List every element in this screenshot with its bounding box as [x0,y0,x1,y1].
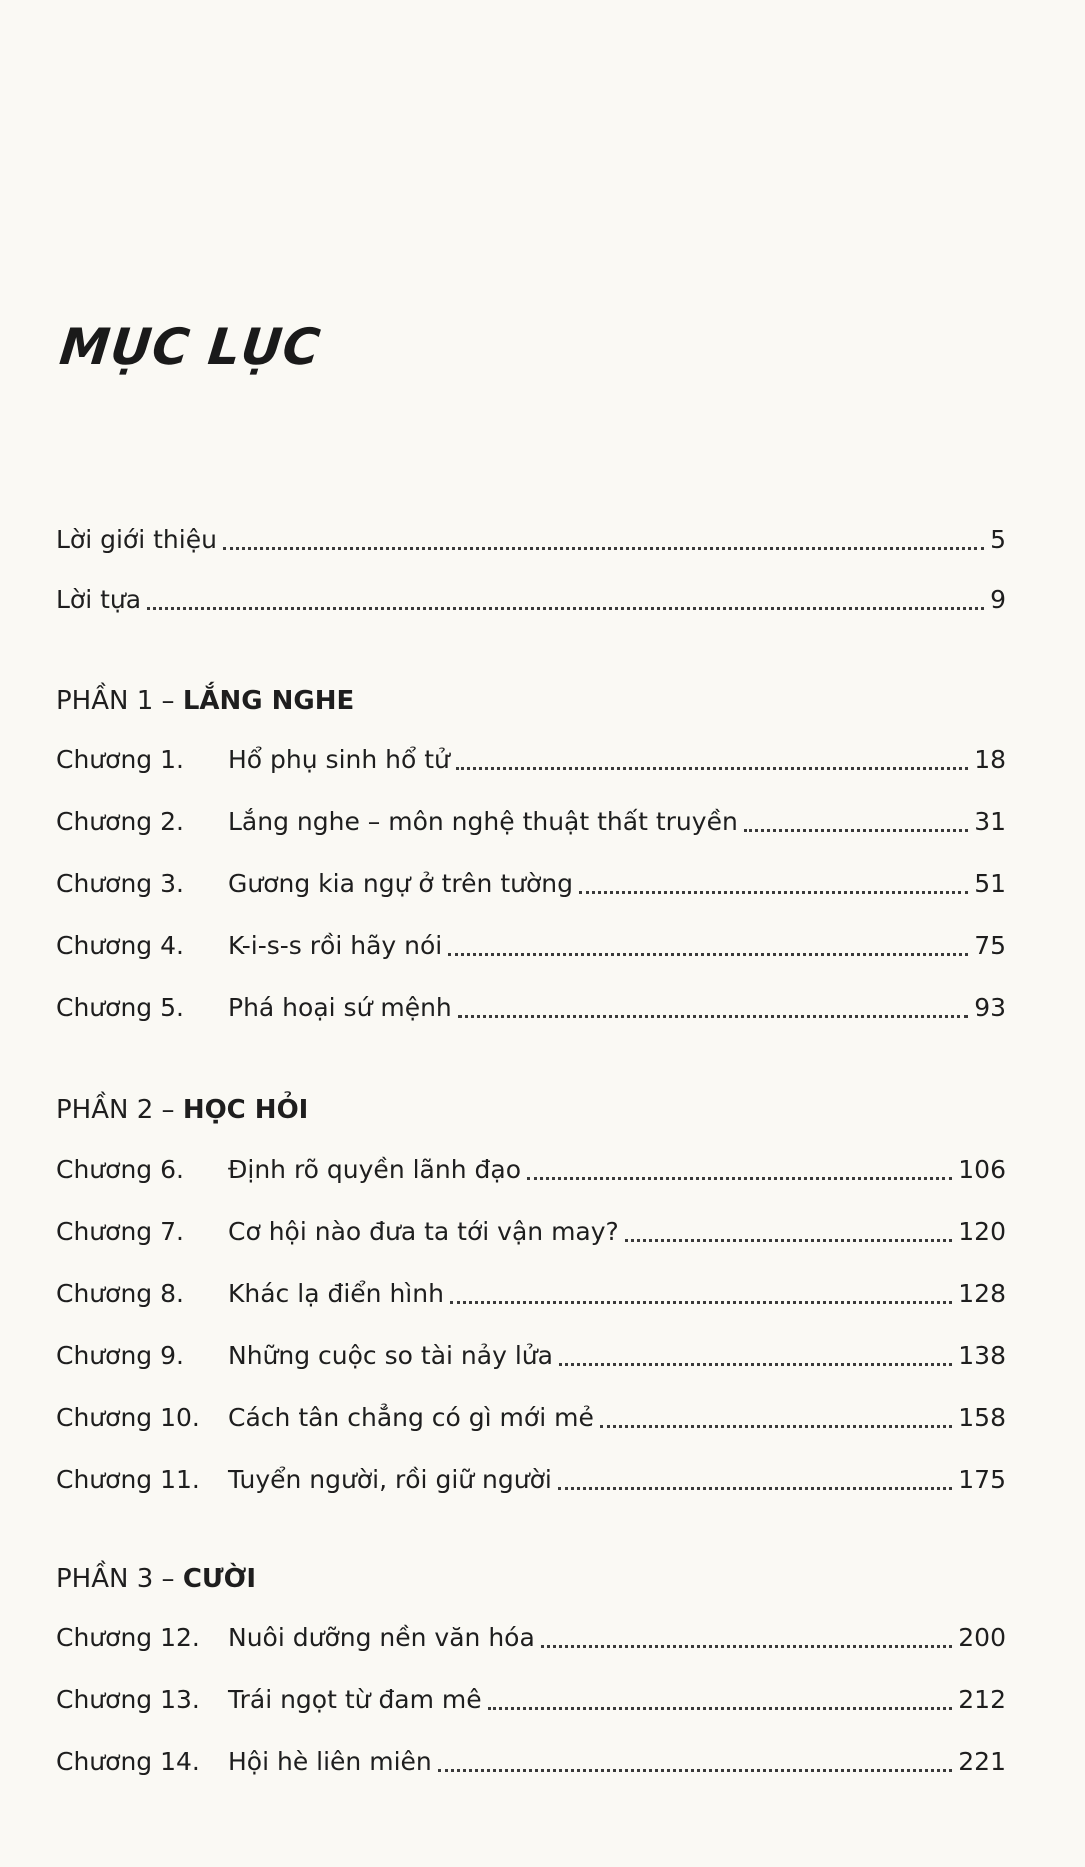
chapter-label: Chương 10. [56,1403,200,1432]
chapter-label: Chương 5. [56,993,184,1022]
page-number: 51 [974,869,1006,898]
dot-leader [448,953,968,956]
part-prefix: PHẦN 3 – [56,1564,183,1594]
chapter-title: Hổ phụ sinh hổ tử [228,745,450,774]
chapter-title: Cơ hội nào đưa ta tới vận may? [228,1217,619,1246]
chapter-title: Khác lạ điển hình [228,1279,444,1308]
dot-leader [625,1239,952,1242]
part-title: HỌC HỎI [182,1095,309,1125]
dot-leader [559,1363,952,1366]
part-heading-1 [56,681,354,721]
toc-entry-chapter-11[interactable] [56,1460,1006,1500]
dot-leader [488,1707,953,1710]
dot-leader [558,1487,952,1490]
part-heading-2 [56,1090,308,1130]
page-number: 5 [990,525,1006,554]
dot-leader [600,1425,952,1428]
part-title: LẮNG NGHE [182,686,355,716]
chapter-label: Chương 1. [56,745,184,774]
page-number: 200 [958,1623,1006,1652]
dot-leader [456,767,968,770]
page-number: 175 [958,1465,1006,1494]
page-number: 221 [958,1747,1006,1776]
toc-entry-chapter-8[interactable] [56,1274,1006,1314]
toc-entry-chapter-4[interactable] [56,926,1006,966]
chapter-label: Chương 13. [56,1685,200,1714]
dot-leader [223,547,984,550]
toc-entry-chapter-3[interactable] [56,864,1006,904]
chapter-title: Trái ngọt từ đam mê [228,1685,482,1714]
page-number: 93 [974,993,1006,1022]
chapter-label: Chương 7. [56,1217,184,1246]
dot-leader [450,1301,952,1304]
dot-leader [147,607,984,610]
chapter-title: Lắng nghe – môn nghệ thuật thất truyền [228,807,738,836]
chapter-title: Tuyển người, rồi giữ người [228,1465,552,1494]
toc-entry-chapter-7[interactable] [56,1212,1006,1252]
part-title: CƯỜI [182,1564,257,1594]
toc-entry-foreword[interactable] [56,520,1006,560]
toc-entry-preface[interactable] [56,580,1006,620]
toc-entry-chapter-12[interactable] [56,1618,1006,1658]
toc-entry-chapter-6[interactable] [56,1150,1006,1190]
dot-leader [458,1015,968,1018]
dot-leader [541,1645,952,1648]
entry-text: Lời tựa [56,585,142,614]
page-number: 106 [958,1155,1006,1184]
chapter-label: Chương 12. [56,1623,200,1652]
chapter-title: Nuôi dưỡng nền văn hóa [228,1623,535,1652]
page-number: 212 [958,1685,1006,1714]
chapter-label: Chương 4. [56,931,184,960]
toc-entry-chapter-13[interactable] [56,1680,1006,1720]
chapter-label: Chương 6. [56,1155,184,1184]
chapter-title: Gương kia ngự ở trên tường [228,869,573,898]
part-prefix: PHẦN 2 – [56,1095,183,1125]
chapter-title: K-i-s-s rồi hãy nói [228,931,443,960]
toc-entry-chapter-14[interactable] [56,1742,1006,1782]
toc-entry-chapter-2[interactable] [56,802,1006,842]
toc-entry-chapter-9[interactable] [56,1336,1006,1376]
dot-leader [438,1769,953,1772]
dot-leader [579,891,968,894]
dot-leader [744,829,968,832]
chapter-label: Chương 3. [56,869,184,898]
chapter-title: Phá hoại sứ mệnh [228,993,452,1022]
page-number: 128 [958,1279,1006,1308]
chapter-label: Chương 14. [56,1747,200,1776]
chapter-label: Chương 9. [56,1341,184,1370]
chapter-label: Chương 2. [56,807,184,836]
page-number: 120 [958,1217,1006,1246]
dot-leader [527,1177,952,1180]
page-number: 18 [974,745,1006,774]
part-heading-3 [56,1559,256,1599]
entry-text: Lời giới thiệu [56,525,217,554]
page-number: 138 [958,1341,1006,1370]
part-prefix: PHẦN 1 – [56,686,183,716]
chapter-label: Chương 11. [56,1465,200,1494]
page-number: 158 [958,1403,1006,1432]
chapter-label: Chương 8. [56,1279,184,1308]
chapter-title: Định rõ quyền lãnh đạo [228,1155,521,1184]
toc-entry-chapter-1[interactable] [56,740,1006,780]
page-number: 75 [974,931,1006,960]
page-title: MỤC LỤC [56,318,324,376]
page-number: 9 [990,585,1006,614]
toc-entry-chapter-5[interactable] [56,988,1006,1028]
chapter-title: Hội hè liên miên [228,1747,432,1776]
chapter-title: Những cuộc so tài nảy lửa [228,1341,553,1370]
toc-entry-chapter-10[interactable] [56,1398,1006,1438]
chapter-title: Cách tân chẳng có gì mới mẻ [228,1403,594,1432]
page-number: 31 [974,807,1006,836]
